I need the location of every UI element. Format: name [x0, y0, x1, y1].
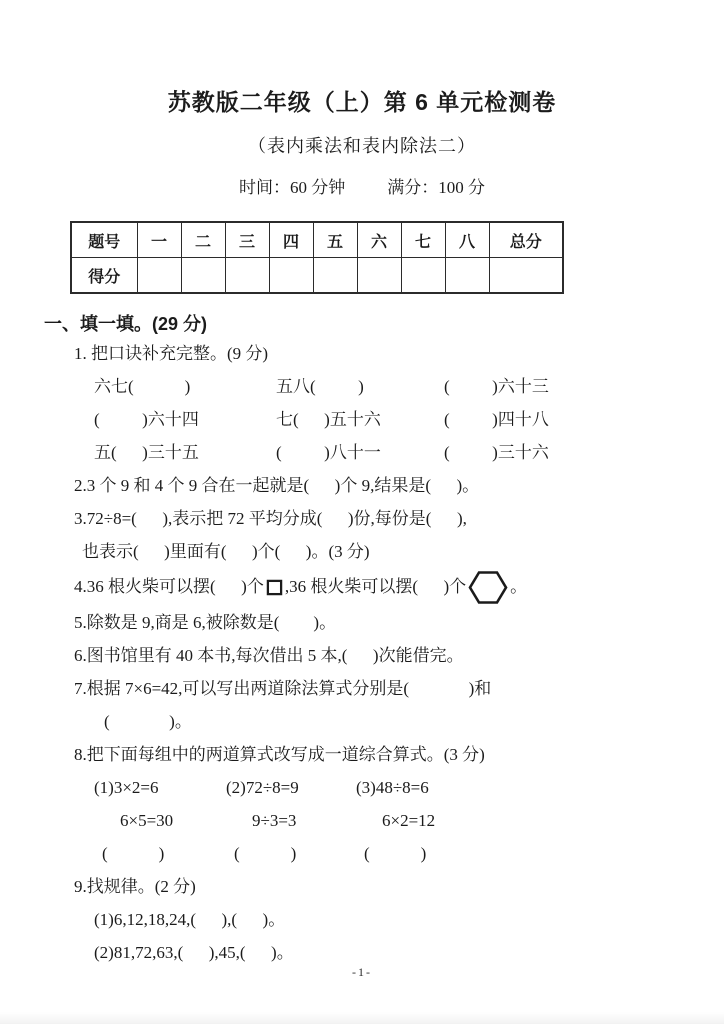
- koujue-blank: ( )六十三: [444, 377, 549, 396]
- score-blank-cell: [313, 258, 357, 294]
- answer-blank: ( ): [364, 844, 427, 863]
- koujue-blank: 六七( ): [94, 377, 191, 396]
- score-blank-cell: [137, 258, 181, 294]
- question-8-group-3: [356, 771, 680, 870]
- score-table-cell-q8: 八: [445, 222, 489, 258]
- score-table: [70, 221, 564, 294]
- question-2: 2.3 个 9 和 4 个 9 合在一起就是( )个 9,结果是( )。: [74, 476, 480, 495]
- question-1-label: 1. 把口诀补充完整。(9 分): [74, 344, 269, 363]
- page-subtitle: （表内乘法和表内除法二）: [248, 136, 476, 156]
- hexagon-icon: [468, 570, 508, 605]
- square-icon: [266, 579, 283, 596]
- score-table-cell-q2: 二: [181, 222, 225, 258]
- answer-blank: ( ): [234, 844, 297, 863]
- answer-blank: ( ): [102, 844, 165, 863]
- koujue-blank: ( )三十六: [444, 443, 549, 462]
- equation: (1)3×2=6: [94, 778, 159, 797]
- score-table-score-row: [71, 258, 563, 294]
- score-table-cell-q4: 四: [269, 222, 313, 258]
- score-blank-cell: [181, 258, 225, 294]
- score-blank-cell: [489, 258, 563, 294]
- question-8-groups: [94, 771, 680, 870]
- score-table-cell-label: 题号: [71, 222, 137, 258]
- equation: 9÷3=3: [252, 811, 297, 830]
- score-table-cell-q7: 七: [401, 222, 445, 258]
- score-blank-cell: [357, 258, 401, 294]
- score-table-header-row: [71, 222, 563, 258]
- section-one-heading: 一、填一填。(29 分): [44, 314, 208, 334]
- question-9-label: 9.找规律。(2 分): [74, 877, 196, 896]
- paper-body: [0, 311, 724, 969]
- equation: (2)72÷8=9: [226, 778, 299, 797]
- question-8-label: 8.把下面每组中的两道算式改写成一道综合算式。(3 分): [74, 745, 485, 764]
- koujue-blank: 七( )五十六: [276, 410, 381, 429]
- equation: 6×5=30: [120, 811, 174, 830]
- equation: 6×2=12: [382, 811, 436, 830]
- question-1-row-1: [94, 370, 680, 403]
- score-table-cell-q1: 一: [137, 222, 181, 258]
- score-blank-cell: [225, 258, 269, 294]
- score-table-cell-q6: 六: [357, 222, 401, 258]
- koujue-blank: 五( )三十五: [94, 443, 199, 462]
- question-3-line-2: 也表示( )里面有( )个( )。(3 分): [82, 542, 370, 561]
- question-4: [74, 568, 680, 606]
- question-4-text-3: 。: [510, 577, 528, 596]
- exam-meta: [0, 173, 724, 198]
- koujue-blank: ( )八十一: [276, 443, 381, 462]
- exam-full-score: 满分：100 分: [387, 178, 485, 197]
- question-9-line-2: (2)81,72,63,( ),45,( )。: [94, 943, 294, 962]
- question-1-row-2: [94, 403, 680, 436]
- question-3-line-1: 3.72÷8=( ),表示把 72 平均分成( )份,每份是( ),: [74, 509, 467, 528]
- question-6: 6.图书馆里有 40 本书,每次借出 5 本,( )次能借完。: [74, 646, 464, 665]
- question-8-group-2: [226, 771, 356, 870]
- exam-time: 时间：60 分钟: [239, 178, 346, 197]
- koujue-blank: ( )六十四: [94, 410, 199, 429]
- score-table-cell-q3: 三: [225, 222, 269, 258]
- score-table-cell-total: 总分: [489, 222, 563, 258]
- page-title: 苏教版二年级（上）第 6 单元检测卷: [167, 89, 557, 115]
- question-5: 5.除数是 9,商是 6,被除数是( )。: [74, 613, 337, 632]
- question-4-text-2: ,36 根火柴可以摆( )个: [284, 577, 467, 596]
- koujue-blank: 五八( ): [276, 377, 364, 396]
- question-1-row-3: [94, 436, 680, 469]
- score-blank-cell: [445, 258, 489, 294]
- score-blank-cell: [401, 258, 445, 294]
- score-blank-cell: [269, 258, 313, 294]
- score-table-cell-q5: 五: [313, 222, 357, 258]
- page-number: -1-: [352, 965, 372, 979]
- question-7-line-1: 7.根据 7×6=42,可以写出两道除法算式分别是( )和: [74, 679, 492, 698]
- question-7-line-2: ( )。: [104, 712, 192, 731]
- equation: (3)48÷8=6: [356, 778, 429, 797]
- question-9-line-1: (1)6,12,18,24,( ),( )。: [94, 910, 286, 929]
- question-8-group-1: [94, 771, 226, 870]
- koujue-blank: ( )四十八: [444, 410, 549, 429]
- score-label-cell: 得分: [71, 258, 137, 294]
- question-4-text-1: 4.36 根火柴可以摆( )个: [74, 577, 264, 596]
